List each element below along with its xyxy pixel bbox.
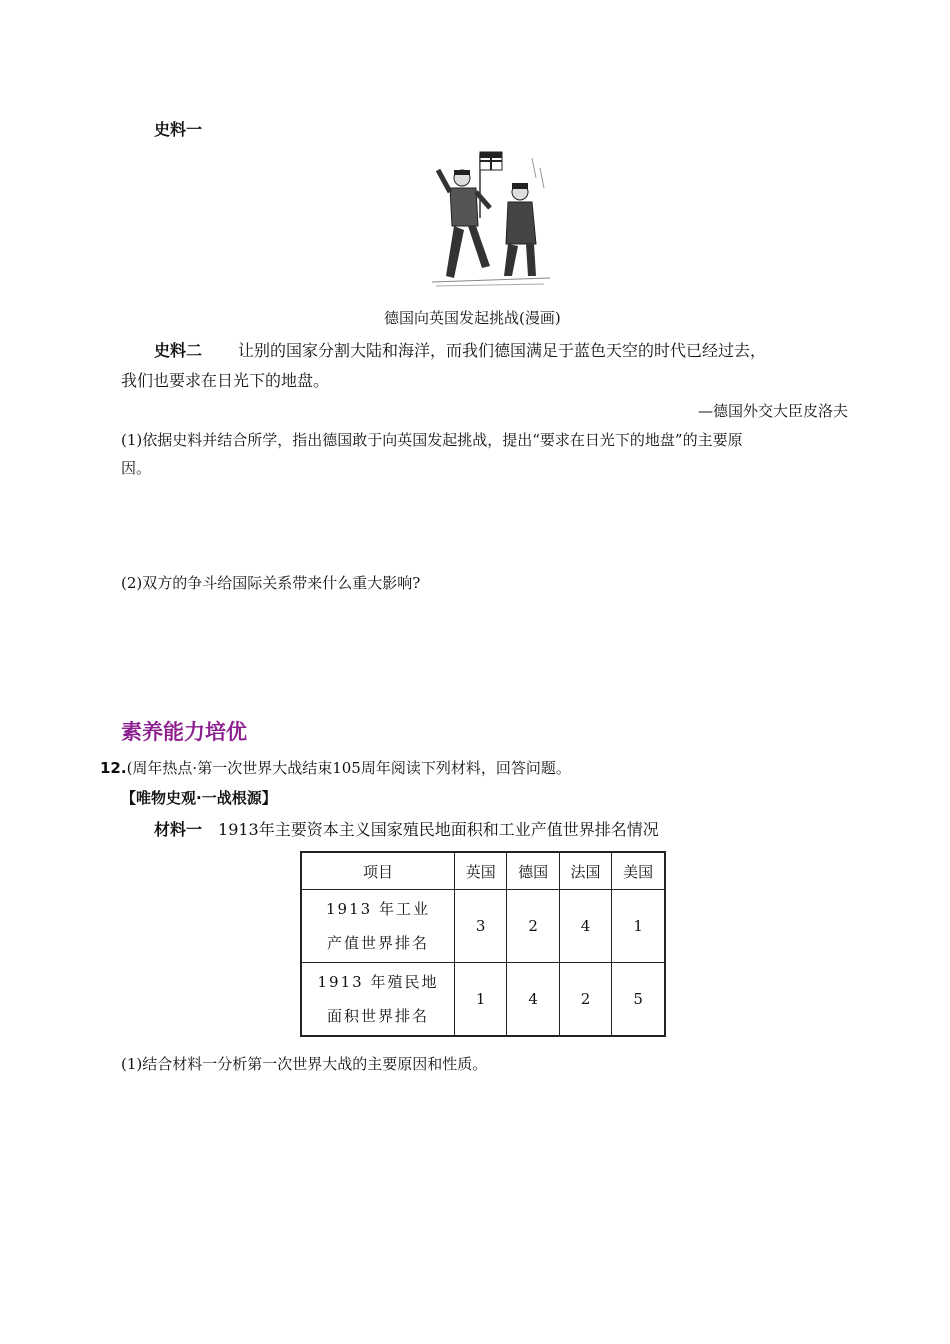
- table-header-row: [301, 852, 665, 890]
- material-2-text-2: 我们也要求在日光下的地盘。: [121, 371, 330, 390]
- ranking-table: [300, 851, 666, 1037]
- cartoon-image: [432, 148, 550, 290]
- problem-stem: (周年热点·第一次世界大战结束105周年阅读下列材料，回答问题。: [126, 759, 571, 777]
- table-header: 项目: [301, 852, 455, 890]
- row-label-line: 产值世界排名: [326, 934, 429, 952]
- material-1-label-b: 材料一: [154, 820, 203, 839]
- problem-number: 12.: [100, 759, 127, 777]
- question-1-line2: 因。: [121, 459, 152, 477]
- section-title: 素养能力培优: [121, 720, 247, 744]
- table-row: [301, 890, 665, 963]
- material-2-text-1: 让别的国家分割大陆和海洋，而我们德国满足于蓝色天空的时代已经过去，: [238, 341, 767, 360]
- table-header: 德国: [507, 852, 559, 890]
- table-row: [301, 963, 665, 1037]
- table-header: 美国: [612, 852, 665, 890]
- row-label-line: 1913 年工业: [326, 900, 430, 918]
- material-2-label: 史料二: [154, 341, 203, 360]
- problem-12-question-1: (1)结合材料一分析第一次世界大战的主要原因和性质。: [121, 1055, 488, 1073]
- material-1-title: 1913年主要资本主义国家殖民地面积和工业产值世界排名情况: [218, 820, 659, 839]
- table-header: 英国: [455, 852, 507, 890]
- material-2-source: —德国外交大臣皮洛夫: [697, 402, 848, 420]
- material-2-line1: [154, 338, 766, 361]
- row-label-line: 1913 年殖民地: [317, 973, 439, 991]
- row-label: [301, 890, 455, 963]
- problem-12-stem-line: [100, 757, 571, 778]
- table-cell: 3: [455, 890, 507, 963]
- table-header: 法国: [559, 852, 611, 890]
- table-cell: 1: [612, 890, 665, 963]
- material-1-title-line: [154, 817, 659, 840]
- problem-tag: 【唯物史观·一战根源】: [121, 789, 277, 807]
- table-cell: 2: [559, 963, 611, 1037]
- table-cell: 1: [455, 963, 507, 1037]
- row-label: [301, 963, 455, 1037]
- question-2: (2)双方的争斗给国际关系带来什么重大影响?: [121, 574, 421, 592]
- question-1-line1: (1)依据史料并结合所学，指出德国敢于向英国发起挑战，提出“要求在日光下的地盘”的主要原: [121, 431, 743, 449]
- table-cell: 4: [507, 963, 559, 1037]
- row-label-line: 面积世界排名: [326, 1007, 429, 1025]
- material-1-label: 史料一: [154, 120, 203, 139]
- table-cell: 2: [507, 890, 559, 963]
- table-cell: 4: [559, 890, 611, 963]
- table-cell: 5: [612, 963, 665, 1037]
- cartoon-caption: 德国向英国发起挑战(漫画): [384, 309, 561, 327]
